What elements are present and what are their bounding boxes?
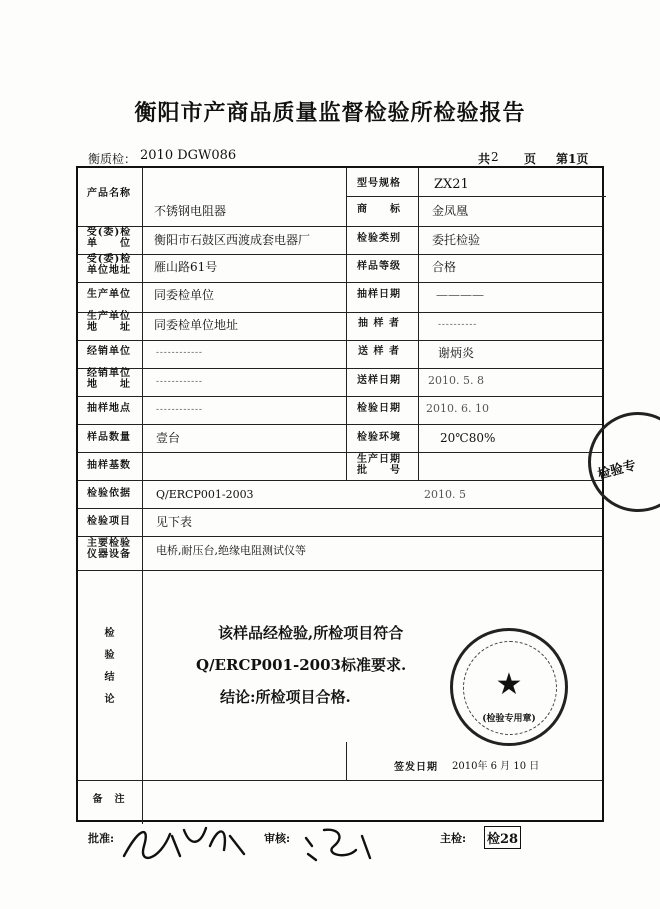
remarks-label: 备 注 — [92, 794, 126, 805]
page-label: 第1页 — [556, 152, 589, 166]
receive-date-label: 送样日期 — [357, 375, 401, 386]
report-title: 衡阳市产商品质量监督检验所检验报告 — [134, 100, 526, 126]
total-suffix: 页 — [524, 152, 537, 166]
basis-label: 检验依据 — [87, 488, 131, 499]
quantity-value: 壹台 — [156, 431, 181, 445]
total-prefix: 共 — [478, 152, 491, 166]
review-signature — [300, 820, 390, 864]
inspect-type-label: 检验类别 — [357, 233, 401, 244]
quantity-label: 样品数量 — [87, 432, 131, 443]
inspected-unit-value: 衡阳市石鼓区西渡成套电器厂 — [154, 233, 311, 247]
unit-address-value: 雁山路61号 — [154, 260, 218, 274]
grade-value: 合格 — [432, 260, 457, 274]
side-seal: 检验专 — [588, 412, 660, 512]
dealer-label: 经销单位 — [87, 346, 131, 357]
sample-place-label: 抽样地点 — [87, 403, 131, 414]
review-label: 审核: — [264, 832, 291, 845]
report-prefix: 衡质检： — [88, 152, 137, 166]
receive-date-value: 2010. 5. 8 — [428, 374, 484, 387]
sample-date-label: 抽样日期 — [357, 289, 401, 300]
conclusion-line-2: Q/ERCP001-2003标准要求. — [196, 656, 407, 674]
sign-date-value: 2010年 6 月 10 日 — [452, 761, 540, 772]
sample-place-value: - - - - - - - - - - - - — [156, 405, 201, 415]
inspect-type-value: 委托检验 — [432, 233, 481, 247]
equipment-label: 主要检验 仪器设备 — [87, 538, 131, 560]
sender-label: 送 样 者 — [358, 346, 400, 357]
unit-address-label: 受(委)检 单位地址 — [86, 254, 132, 276]
basis-date: 2010. 5 — [424, 488, 466, 501]
base-label: 抽样基数 — [87, 460, 131, 471]
inspect-date-label: 检验日期 — [357, 403, 401, 414]
inspected-unit-label: 受(委)检 单 位 — [86, 227, 132, 249]
environment-label: 检验环境 — [357, 432, 401, 443]
sampler-value: - - - - - - - - - - — [438, 320, 476, 330]
report-number: 2010 DGW086 — [140, 148, 237, 163]
approve-label: 批准: — [88, 832, 115, 845]
sign-date-label: 签发日期 — [394, 762, 438, 773]
inspector-stamp: 检28 — [484, 826, 521, 849]
grade-label: 样品等级 — [357, 261, 401, 272]
total-pages: 2 — [491, 150, 499, 164]
main-inspector-label: 主检: — [440, 832, 467, 845]
conclusion-line-3: 结论:所检项目合格. — [220, 688, 351, 706]
inspect-date-value: 2010. 6. 10 — [426, 402, 489, 415]
items-label: 检验项目 — [87, 516, 131, 527]
conclusion-label: 检 验 结 论 — [104, 628, 116, 705]
basis-value: Q/ERCP001-2003 — [156, 488, 254, 501]
equipment-value: 电桥,耐压台,绝缘电阻测试仪等 — [156, 544, 306, 557]
brand-value: 金凤凰 — [432, 204, 469, 218]
approve-signature — [120, 816, 250, 866]
producer-value: 同委检单位 — [154, 288, 215, 302]
environment-value: 20℃80% — [440, 431, 496, 445]
product-name-label: 产品名称 — [87, 188, 131, 199]
official-seal: ★ (检验专用章) — [450, 628, 568, 746]
sender-value: 谢炳炎 — [438, 346, 475, 360]
producer-label: 生产单位 — [87, 289, 131, 300]
sampler-label: 抽 样 者 — [358, 318, 400, 329]
batch-label: 生产日期 批 号 — [357, 454, 401, 476]
conclusion-line-1: 该样品经检验,所检项目符合 — [218, 624, 404, 642]
brand-label: 商 标 — [357, 204, 401, 215]
model-value: ZX21 — [434, 177, 469, 192]
dealer-value: - - - - - - - - - - - - — [156, 348, 201, 358]
sample-date-value: ———— — [436, 288, 484, 302]
model-label: 型号规格 — [357, 178, 401, 189]
product-name-value: 不锈钢电阻器 — [154, 204, 227, 218]
dealer-address-value: - - - - - - - - - - - - — [156, 377, 201, 387]
dealer-address-label: 经销单位 地 址 — [87, 368, 131, 390]
items-value: 见下表 — [156, 515, 193, 529]
producer-address-label: 生产单位 地 址 — [87, 311, 131, 333]
producer-address-value: 同委检单位地址 — [154, 318, 239, 332]
